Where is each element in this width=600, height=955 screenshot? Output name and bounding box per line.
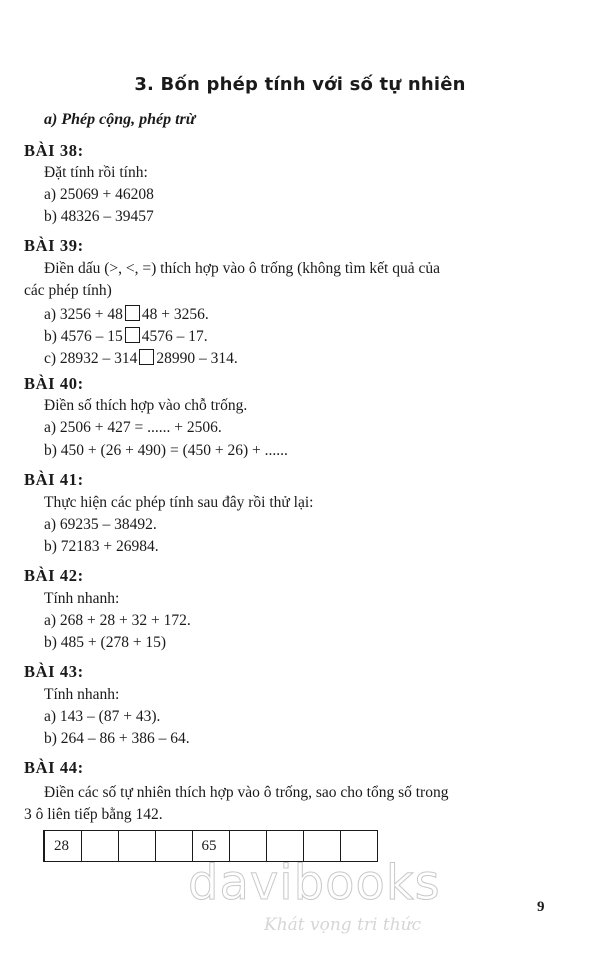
exercise-item-c <box>44 349 238 368</box>
expression-left: a) 3256 + 48 <box>44 306 123 323</box>
exercise-item-b: b) 48326 – 39457 <box>44 208 154 225</box>
exercise-instruction: Đặt tính rồi tính: <box>44 164 148 181</box>
exercise-instruction-continued: các phép tính) <box>24 282 112 299</box>
expression-right: 48 + 3256. <box>141 306 209 323</box>
exercise-instruction: Điền các số tự nhiên thích hợp vào ô trống, sao cho tổng số trong <box>44 784 449 801</box>
answer-box[interactable] <box>125 305 140 321</box>
exercise-instruction: Thực hiện các phép tính sau đây rồi thử lại: <box>44 494 314 511</box>
exercise-item-b: b) 450 + (26 + 490) = (450 + 26) + ...... <box>44 442 288 459</box>
exercise-title: BÀI 44: <box>24 758 84 777</box>
exercise-item-a: a) 2506 + 427 = ...... + 2506. <box>44 419 222 436</box>
exercise-title: BÀI 40: <box>24 374 84 393</box>
exercise-title: BÀI 39: <box>24 236 84 255</box>
expression-left: b) 4576 – 15 <box>44 328 123 345</box>
exercise-item-b: b) 72183 + 26984. <box>44 538 159 555</box>
number-cell-empty[interactable] <box>155 831 192 862</box>
exercise-item-a: a) 69235 – 38492. <box>44 516 157 533</box>
section-title: a) Phép cộng, phép trừ <box>44 111 196 128</box>
number-cell-filled: 65 <box>192 831 229 862</box>
watermark-logo: davibooks <box>188 855 441 911</box>
exercise-instruction-continued: 3 ô liên tiếp bằng 142. <box>24 806 163 823</box>
exercise-item-b: b) 264 – 86 + 386 – 64. <box>44 730 190 747</box>
exercise-title: BÀI 41: <box>24 470 84 489</box>
exercise-item-a: a) 143 – (87 + 43). <box>44 708 161 725</box>
exercise-instruction: Điền số thích hợp vào chỗ trống. <box>44 397 248 414</box>
number-cell-empty[interactable] <box>118 831 155 862</box>
exercise-item-a <box>44 305 209 324</box>
answer-box[interactable] <box>139 349 154 365</box>
answer-box[interactable] <box>125 327 140 343</box>
number-cell-filled: 28 <box>44 831 81 862</box>
exercise-instruction: Tính nhanh: <box>44 686 120 703</box>
exercise-item-a: a) 268 + 28 + 32 + 172. <box>44 612 191 629</box>
page-number: 9 <box>537 899 545 915</box>
exercise-title: BÀI 42: <box>24 566 84 585</box>
number-cell-empty[interactable] <box>81 831 118 862</box>
expression-right: 28990 – 314. <box>156 350 238 367</box>
expression-left: c) 28932 – 314 <box>44 350 138 367</box>
exercise-item-b <box>44 327 208 346</box>
exercise-instruction: Điền dấu (>, <, =) thích hợp vào ô trống (không tìm kết quả của <box>44 260 440 277</box>
expression-right: 4576 – 17. <box>141 328 208 345</box>
exercise-item-b: b) 485 + (278 + 15) <box>44 634 167 651</box>
exercise-title: BÀI 43: <box>24 662 84 681</box>
chapter-title: 3. Bốn phép tính với số tự nhiên <box>134 74 466 95</box>
exercise-title: BÀI 38: <box>24 141 84 160</box>
exercise-item-a: a) 25069 + 46208 <box>44 186 154 203</box>
exercise-instruction: Tính nhanh: <box>44 590 120 607</box>
watermark-slogan: Khát vọng tri thức <box>264 915 422 935</box>
